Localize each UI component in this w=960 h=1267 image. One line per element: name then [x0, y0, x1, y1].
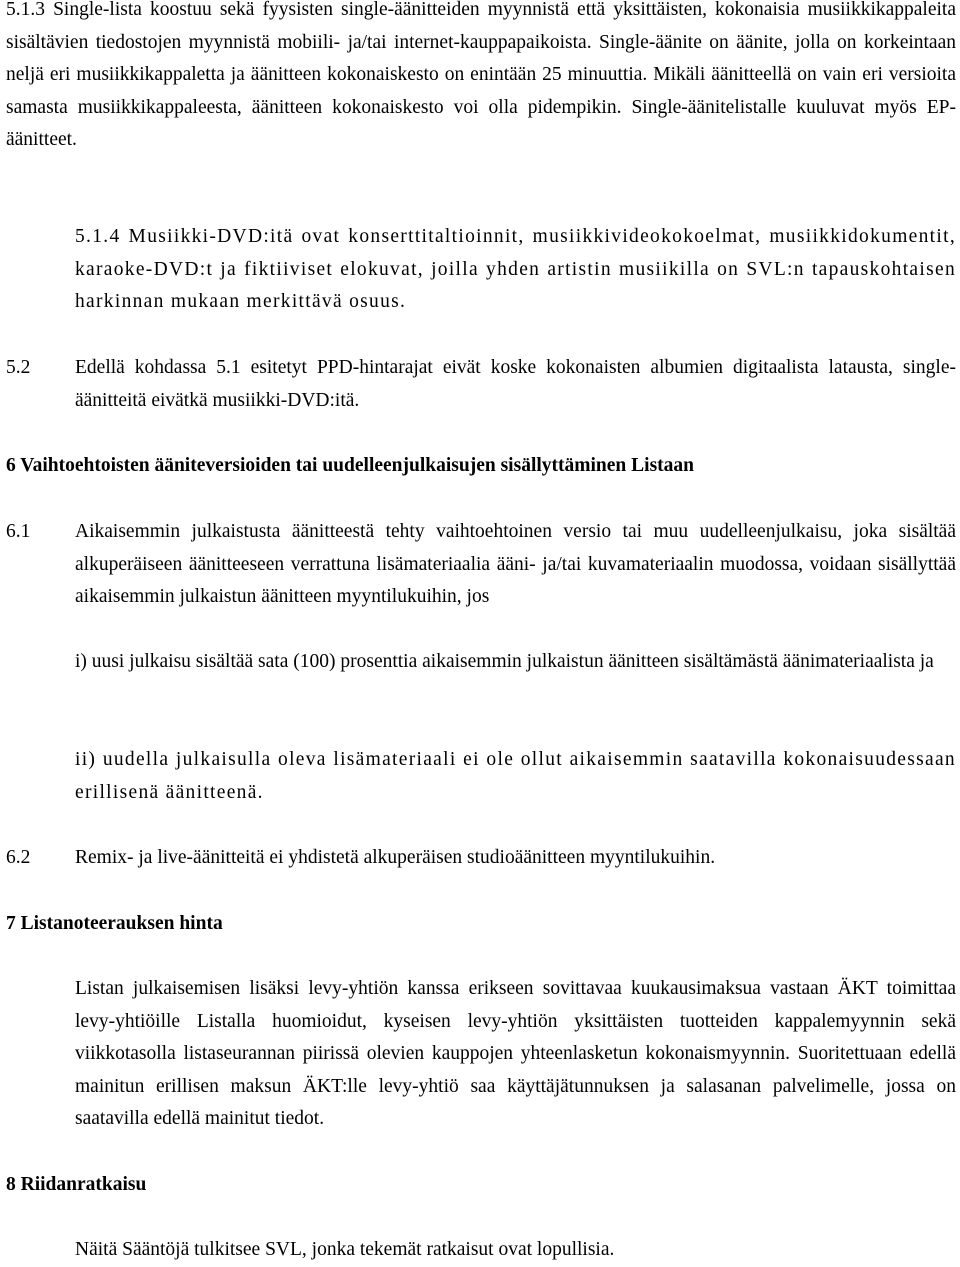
section-text: Aikaisemmin julkaistusta äänitteestä tehty vaihtoehtoinen versio tai muu uudelleenjulkaisu, joka sisältää alkuperäiseen äänitteeseen verrattuna lisämateriaalia ääni- ja/tai kuvamateriaalin muodossa, voidaan sisällyttää aikaisemmin julkaistun äänitteen myyntilukuihin, jos	[75, 521, 956, 607]
section-number: 5.2	[6, 357, 31, 378]
paragraph-5-1-3: 5.1.3 Single-lista koostuu sekä fyysisten single-äänitteiden myynnistä että yksittäisten, kokonaisia musiikkikappaleita sisältävien tiedostojen myynnistä mobiili- ja/tai internet-kauppapaikoista. Single-äänite on äänite, jolla on korkeintaan neljä eri musiikkikappaletta ja äänitteen kokonaiskesto on enintään 25 minuuttia. Mikäli äänitteellä on vain eri versioita samasta musiikkikappaleesta, äänitteen kokonaiskesto voi olla pidempikin. Single-äänitelistalle kuuluvat myös EP-äänitteet.	[6, 0, 956, 150]
section-text: Remix- ja live-äänitteitä ei yhdistetä alkuperäisen studioäänitteen myyntilukuihin.	[75, 847, 716, 868]
section-number: 6.2	[6, 847, 31, 868]
heading-7: 7 Listanoteerauksen hinta	[6, 913, 223, 934]
list-item-ii: ii) uudella julkaisulla oleva lisämateriaali ei ole ollut aikaisemmin saatavilla kokonaisuudessaan erillisenä äänitteenä.	[75, 749, 956, 803]
paragraph-8: Näitä Sääntöjä tulkitsee SVL, jonka tekemät ratkaisut ovat lopullisia.	[75, 1239, 615, 1260]
paragraph-5-1-4: 5.1.4 Musiikki-DVD:itä ovat konserttitaltioinnit, musiikkivideokokoelmat, musiikkidokumentit, karaoke-DVD:t ja fiktiiviset elokuvat, joilla yhden artistin musiikilla on SVL:n tapauskohtaisen harkinnan mukaan merkittävä osuus.	[75, 226, 956, 312]
section-number: 6.1	[6, 521, 31, 542]
heading-8: 8 Riidanratkaisu	[6, 1174, 147, 1195]
paragraph-7: Listan julkaisemisen lisäksi levy-yhtiön kanssa erikseen sovittavaa kuukausimaksua vastaan ÄKT toimittaa levy-yhtiöille Listalla huomioidut, kyseisen levy-yhtiön yksittäisten tuotteiden kappalemyynnin sekä viikkotasolla listaseurannan piirissä olevien kauppojen yhteenlasketun kokonaismyynnin. Suoritettuaan edellä mainitun erillisen maksun ÄKT:lle levy-yhtiö saa käyttäjätunnuksen ja salasanan palvelimelle, jossa on saatavilla edellä mainitut tiedot.	[75, 978, 956, 1129]
list-item-i: i) uusi julkaisu sisältää sata (100) prosenttia aikaisemmin julkaistun äänitteen sisältämästä äänimateriaalista ja	[75, 651, 934, 672]
section-text: Edellä kohdassa 5.1 esitetyt PPD-hintarajat eivät koske kokonaisten albumien digitaalista latausta, single-äänitteitä eivätkä musiikki-DVD:itä.	[75, 357, 956, 411]
heading-6: 6 Vaihtoehtoisten ääniteversioiden tai uudelleenjulkaisujen sisällyttäminen Listaan	[6, 455, 694, 476]
